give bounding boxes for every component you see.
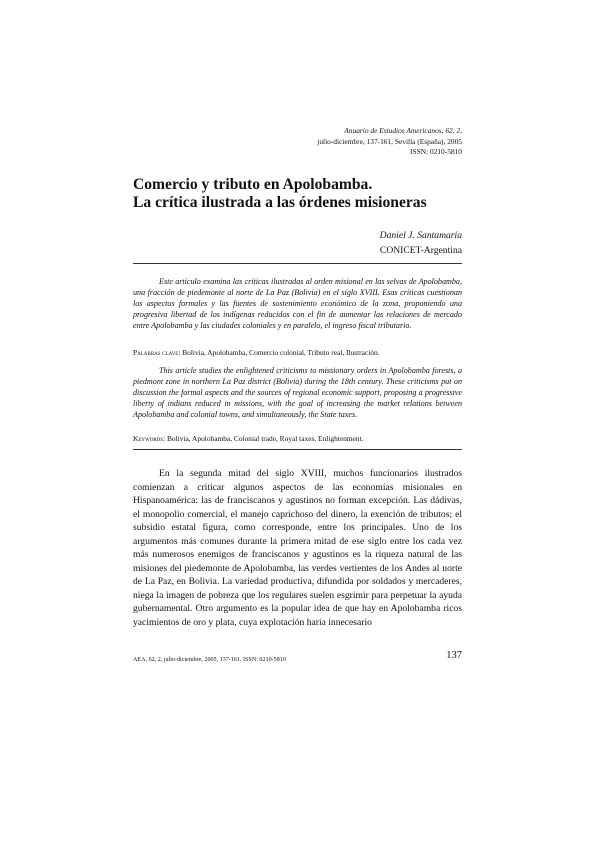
- author-block: [380, 228, 462, 258]
- abstract-spanish-text: Este artículo examina las críticas ilustradas al orden misional en las selvas de Apolobamba, una fracción de piedemonte al norte de La Paz (Bolivia) en el siglo XVIII. Esas críticas cuestionan los aspectos formales y las fuentes de sostenimiento económico de la zona, proponiendo una progresiva libertad de los indígenas reducidos con el fin de aumentar las relaciones de mercado entre Apolobamba y las ciudades coloniales y en paralelo, el ingreso fiscal tributario.: [133, 277, 462, 330]
- abstract-english: [133, 366, 462, 421]
- journal-issn: ISSN: 0210-5810: [410, 147, 462, 156]
- author-affiliation: CONICET-Argentina: [379, 245, 462, 256]
- abstract-spanish: [133, 277, 462, 332]
- keywords-english: [133, 434, 462, 444]
- article-title: [133, 176, 427, 212]
- author-name: Daniel J. Santamaría: [379, 230, 462, 241]
- page-number: 137: [446, 650, 462, 661]
- article-body: [133, 467, 462, 630]
- body-paragraph: En la segunda mitad del siglo XVIII, muchos funcionarios ilustrados comienzan a criticar algunos aspectos de las economías misionales en Hispanoamérica: las de franciscanos y agustinos no forman excepción. Las dádivas, el monopolio comercial, el manejo caprichoso del dinero, la exención de tributos; el subsidio estatal figura, como corresponde, entre los principales. Uno de los argumentos más comunes durante la primera mitad de ese siglo entre los cada vez más numerosos enemigos de franciscanos y agustinos es la riqueza natural de las misiones del piedemonte de Apolobamba, las verdes vertientes de los Andes al norte de La Paz, en Bolivia. La variedad productiva, difundida por soldados y mercaderes, niega la imagen de pobreza que los regulares suelen esgrimir para perpetuar la ayuda gubernamental. Otro argumento es la popular idea de que hay en Apolobamba ricos yacimientos de oro y plata, cuya explotación haría innecesario: [133, 468, 462, 629]
- footer-citation: AEA, 62, 2, julio-diciembre, 2005, 137-161. ISSN: 0210-5810: [133, 657, 286, 663]
- keywords-english-list: Bolivia, Apolobamba, Colonial trade, Royal taxes, Enlightenment.: [166, 434, 364, 443]
- title-line-2: La crítica ilustrada a las órdenes misioneras: [133, 194, 427, 211]
- abstract-english-text: This article studies the enlightened criticisms to missionary orders in Apolobamba forests, a piedmont zone in northern La Paz district (Bolivia) during the 18th century. These criticisms put on discussion the formal aspects and the sources of regional economic support, proposing a progressive liberty of indians reduced in missions, with the goal of increasing the market relations between Apolobamba and colonial towns, and simultaneously, the State taxes.: [133, 366, 462, 419]
- keywords-spanish-list: Bolivia, Apolobamba, Comercio colonial, Tributo real, Ilustración.: [182, 348, 380, 357]
- journal-header: [317, 126, 462, 158]
- keywords-english-label: Keywords:: [133, 434, 166, 443]
- journal-name: Anuario de Estudios Americanos, 62, 2,: [344, 126, 462, 135]
- top-divider: [133, 263, 462, 264]
- bottom-divider: [133, 449, 462, 450]
- keywords-spanish-label: Palabras clave:: [133, 348, 181, 357]
- journal-date: julio-diciembre, 137-161, Sevilla (España), 2005: [317, 136, 462, 146]
- title-line-1: Comercio y tributo en Apolobamba.: [133, 176, 373, 193]
- keywords-spanish: [133, 348, 462, 358]
